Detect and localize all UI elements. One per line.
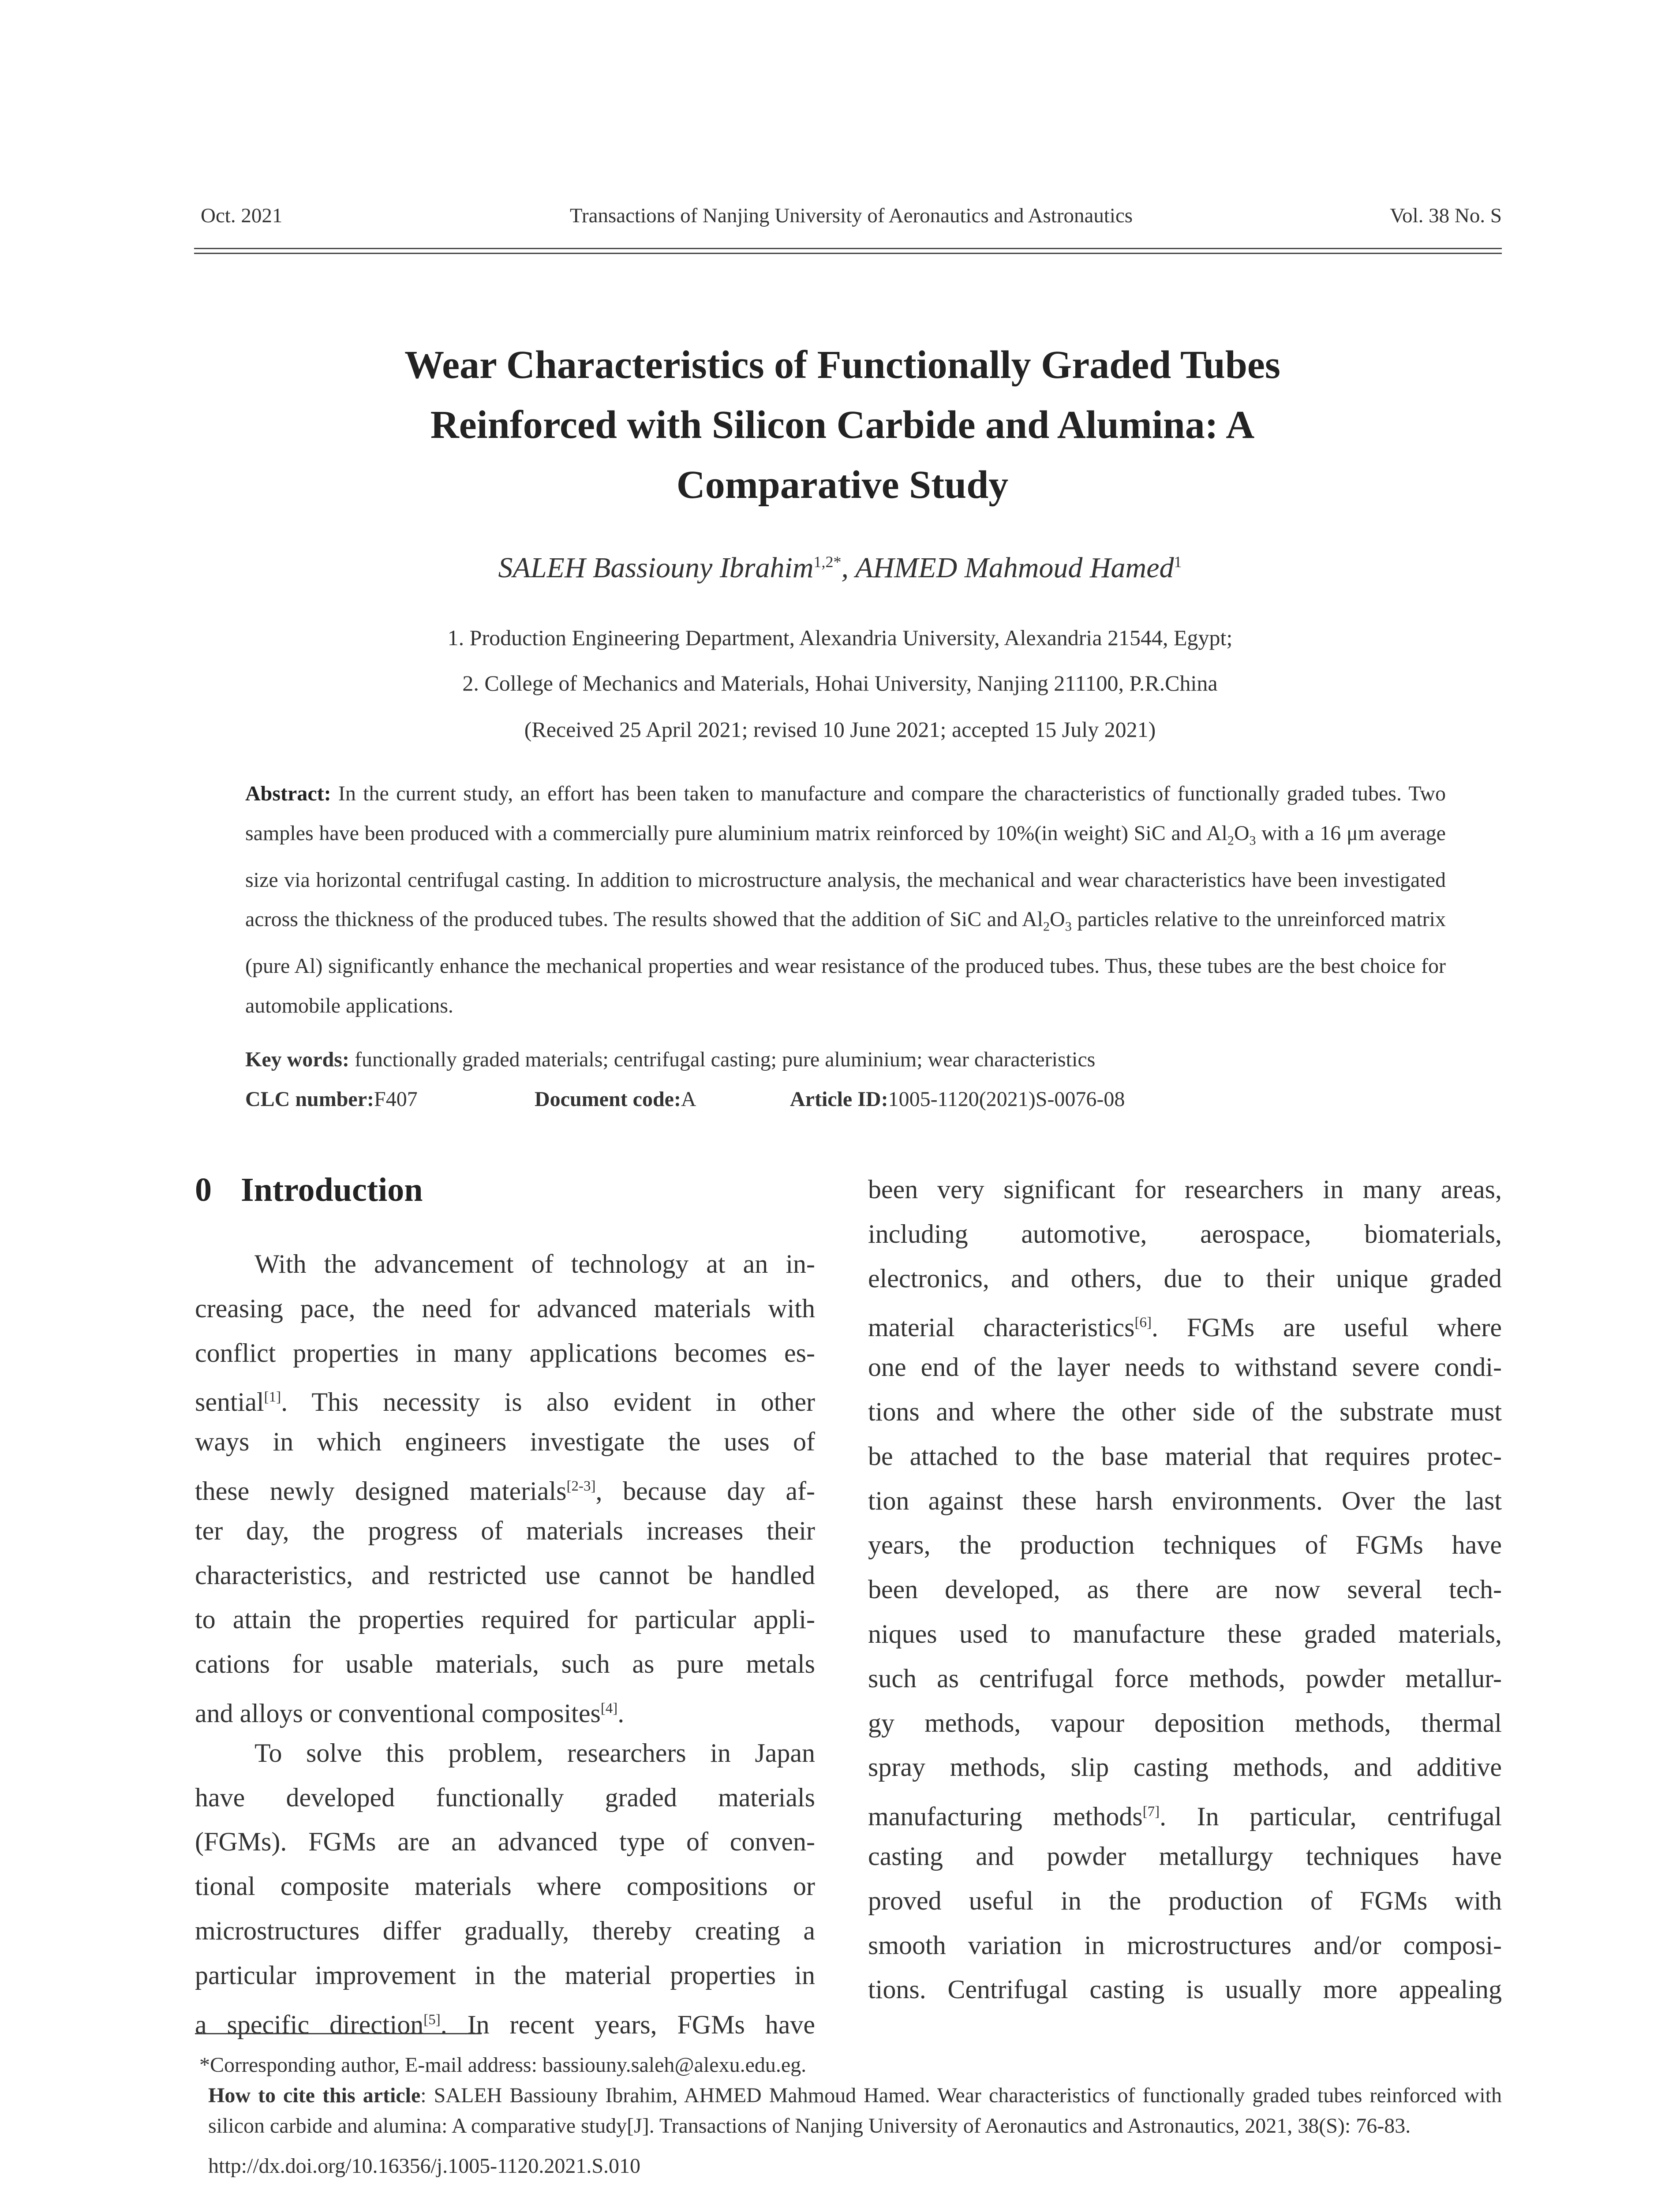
text-run: and alloys or conventional composites bbox=[195, 1698, 601, 1728]
author-2: AHMED Mahmoud Hamed bbox=[855, 552, 1174, 584]
text-run: manufacturing methods bbox=[868, 1802, 1143, 1831]
citation-note bbox=[199, 2080, 1502, 2141]
text-line: gy methods, vapour deposition methods, thermal bbox=[868, 1708, 1502, 1738]
received-dates: (Received 25 April 2021; revised 10 June 2021; accepted 15 July 2021) bbox=[524, 717, 1156, 742]
text-line bbox=[868, 1301, 1502, 1345]
author-list bbox=[0, 551, 1680, 585]
running-head bbox=[201, 204, 1502, 230]
subscript-3: 3 bbox=[1065, 919, 1072, 934]
text-run: . In particular, centrifugal bbox=[1160, 1802, 1502, 1831]
section-heading bbox=[195, 1171, 423, 1209]
article-id-value: 1005-1120(2021)S-0076-08 bbox=[888, 1088, 1125, 1111]
abstract-text-1: In the current study, an effort has been taken to manufacture and compare the characteristics of functionally graded tubes. Two samples have been produced with a commercially pure aluminium matrix reinforced by 10%(in weight) SiC and Al bbox=[245, 782, 1446, 845]
citation-ref: [7] bbox=[1142, 1804, 1160, 1820]
text-line: ways in which engineers investigate the uses of bbox=[195, 1427, 815, 1457]
text-line: have developed functionally graded materials bbox=[195, 1783, 815, 1812]
corresponding-author-note: *Corresponding author, E-mail address: bassiouny.saleh@alexu.edu.eg. bbox=[199, 2053, 807, 2077]
title-line-3: Comparative Study bbox=[676, 463, 1009, 507]
subscript-2: 2 bbox=[1043, 919, 1050, 934]
footnote-rule bbox=[195, 2033, 482, 2034]
citation-label: How to cite this article bbox=[208, 2084, 421, 2107]
header-date: Oct. 2021 bbox=[201, 204, 283, 227]
clc-value: F407 bbox=[374, 1088, 418, 1111]
text-line: be attached to the base material that requires protec- bbox=[868, 1441, 1502, 1471]
text-line: been very significant for researchers in many areas, bbox=[868, 1175, 1502, 1204]
text-line bbox=[195, 1998, 815, 2042]
keywords-label: Key words: bbox=[245, 1048, 349, 1071]
affiliation-2: 2. College of Mechanics and Materials, Hohai University, Nanjing 211100, P.R.China bbox=[462, 671, 1218, 695]
text-line: microstructures differ gradually, thereby creating a bbox=[195, 1916, 815, 1945]
abstract-label: Abstract: bbox=[245, 782, 331, 805]
text-line: cations for usable materials, such as pure metals bbox=[195, 1649, 815, 1679]
abstract-text-5: particles relative to the unreinforced matrix (pure Al) significantly enhance the mechanical properties and wear resistance of the produced tubes. Thus, these tubes are the best choice for automobile applications. bbox=[245, 908, 1446, 1017]
article-title bbox=[265, 335, 1420, 515]
title-line-1: Wear Characteristics of Functionally Graded Tubes bbox=[404, 343, 1280, 387]
text-line: smooth variation in microstructures and/or composi- bbox=[868, 1930, 1502, 1960]
document-code-label: Document code: bbox=[535, 1088, 681, 1111]
author-2-affiliation-mark: 1 bbox=[1174, 553, 1182, 571]
header-journal: Transactions of Nanjing University of Aeronautics and Astronautics bbox=[569, 204, 1133, 227]
doi-link[interactable]: http://dx.doi.org/10.16356/j.1005-1120.2021.S.010 bbox=[208, 2154, 641, 2178]
text-line: spray methods, slip casting methods, and additive bbox=[868, 1753, 1502, 1782]
text-run: . FGMs are useful where bbox=[1151, 1313, 1502, 1342]
text-line: to attain the properties required for particular appli- bbox=[195, 1605, 815, 1634]
author-1: SALEH Bassiouny Ibrahim bbox=[498, 552, 814, 584]
section-title: Introduction bbox=[241, 1171, 423, 1208]
left-column bbox=[195, 1242, 815, 2042]
title-line-2: Reinforced with Silicon Carbide and Alumina: A bbox=[430, 403, 1255, 447]
section-number: 0 bbox=[195, 1171, 212, 1208]
text-line: characteristics, and restricted use cannot be handled bbox=[195, 1560, 815, 1590]
text-run: sential bbox=[195, 1387, 264, 1417]
text-line: particular improvement in the material properties in bbox=[195, 1960, 815, 1990]
document-code-value: A bbox=[681, 1088, 696, 1111]
abstract-text-4: O bbox=[1050, 908, 1065, 931]
text-line: been developed, as there are now several tech- bbox=[868, 1575, 1502, 1604]
abstract-text-3: with a 16 μm average size via horizontal centrifugal casting. In addition to microstructure analysis, the mechanical and wear characteristics have been investigated across the thickness of the produced tubes. The results showed that the addition of SiC and Al bbox=[245, 821, 1446, 931]
text-run: , because day af- bbox=[595, 1476, 815, 1506]
text-line bbox=[868, 1790, 1502, 1834]
text-line: ter day, the progress of materials increases their bbox=[195, 1516, 815, 1545]
citation-text: : SALEH Bassiouny Ibrahim, AHMED Mahmoud Hamed. Wear characteristics of functionally graded tubes reinforced with silicon carbide and alumina: A comparative study[J]. Transactions of Nanjing University of Aeronautics and Astronautics, 2021, 38(S): 76-83. bbox=[208, 2084, 1502, 2138]
text-line: tions. Centrifugal casting is usually more appealing bbox=[868, 1975, 1502, 2004]
document-code bbox=[535, 1087, 696, 1111]
text-line: With the advancement of technology at an in- bbox=[254, 1249, 815, 1278]
clc-number bbox=[245, 1087, 418, 1111]
text-line: including automotive, aerospace, biomaterials, bbox=[868, 1219, 1502, 1248]
text-line: years, the production techniques of FGMs have bbox=[868, 1530, 1502, 1560]
text-line: (FGMs). FGMs are an advanced type of conven- bbox=[195, 1827, 815, 1857]
text-line bbox=[195, 1464, 815, 1509]
clc-label: CLC number: bbox=[245, 1088, 374, 1111]
text-line: niques used to manufacture these graded materials, bbox=[868, 1619, 1502, 1648]
text-line: tional composite materials where compositions or bbox=[195, 1872, 815, 1901]
author-separator: , bbox=[841, 552, 856, 584]
citation-ref: [6] bbox=[1134, 1315, 1152, 1331]
classification-line bbox=[245, 1087, 1446, 1118]
text-line: tion against these harsh environments. Over the last bbox=[868, 1486, 1502, 1515]
keywords bbox=[245, 1047, 1446, 1072]
text-line: such as centrifugal force methods, powder metallur- bbox=[868, 1663, 1502, 1693]
article-id bbox=[790, 1087, 1125, 1111]
text-line: To solve this problem, researchers in Japan bbox=[254, 1738, 815, 1768]
text-line bbox=[195, 1375, 815, 1420]
text-run: . bbox=[617, 1698, 625, 1728]
text-run: . This necessity is also evident in other bbox=[281, 1387, 815, 1417]
affiliations bbox=[0, 615, 1680, 706]
text-run: these newly designed materials bbox=[195, 1476, 567, 1506]
text-run: . In recent years, FGMs have bbox=[440, 2010, 815, 2039]
right-column bbox=[868, 1167, 1502, 2012]
article-id-label: Article ID: bbox=[790, 1088, 888, 1111]
text-line bbox=[195, 1686, 815, 1731]
text-line: casting and powder metallurgy techniques have bbox=[868, 1841, 1502, 1871]
citation-ref: [4] bbox=[600, 1700, 618, 1716]
author-1-affiliation-mark: 1,2* bbox=[813, 553, 842, 571]
text-line: tions and where the other side of the substrate must bbox=[868, 1397, 1502, 1426]
citation-ref: [2-3] bbox=[566, 1478, 596, 1494]
citation-ref: [1] bbox=[264, 1389, 281, 1405]
text-line: creasing pace, the need for advanced materials with bbox=[195, 1293, 815, 1323]
abstract bbox=[245, 774, 1446, 1025]
footnotes bbox=[199, 2050, 1502, 2181]
header-volume: Vol. 38 No. S bbox=[1390, 204, 1502, 227]
abstract-text-2: O bbox=[1234, 821, 1250, 845]
text-line: electronics, and others, due to their unique graded bbox=[868, 1263, 1502, 1293]
text-line: conflict properties in many applications becomes es- bbox=[195, 1338, 815, 1368]
affiliation-1: 1. Production Engineering Department, Alexandria University, Alexandria 21544, Egypt; bbox=[447, 625, 1233, 650]
subscript-2: 2 bbox=[1227, 833, 1234, 848]
header-rule bbox=[194, 248, 1502, 254]
text-line: proved useful in the production of FGMs with bbox=[868, 1886, 1502, 1915]
text-line: one end of the layer needs to withstand severe condi- bbox=[868, 1353, 1502, 1382]
keywords-text: functionally graded materials; centrifugal casting; pure aluminium; wear characteristics bbox=[349, 1048, 1096, 1071]
text-run: material characteristics bbox=[868, 1313, 1135, 1342]
text-run: a specific direction bbox=[195, 2010, 424, 2039]
citation-ref: [5] bbox=[423, 2011, 441, 2028]
subscript-3: 3 bbox=[1249, 833, 1256, 848]
